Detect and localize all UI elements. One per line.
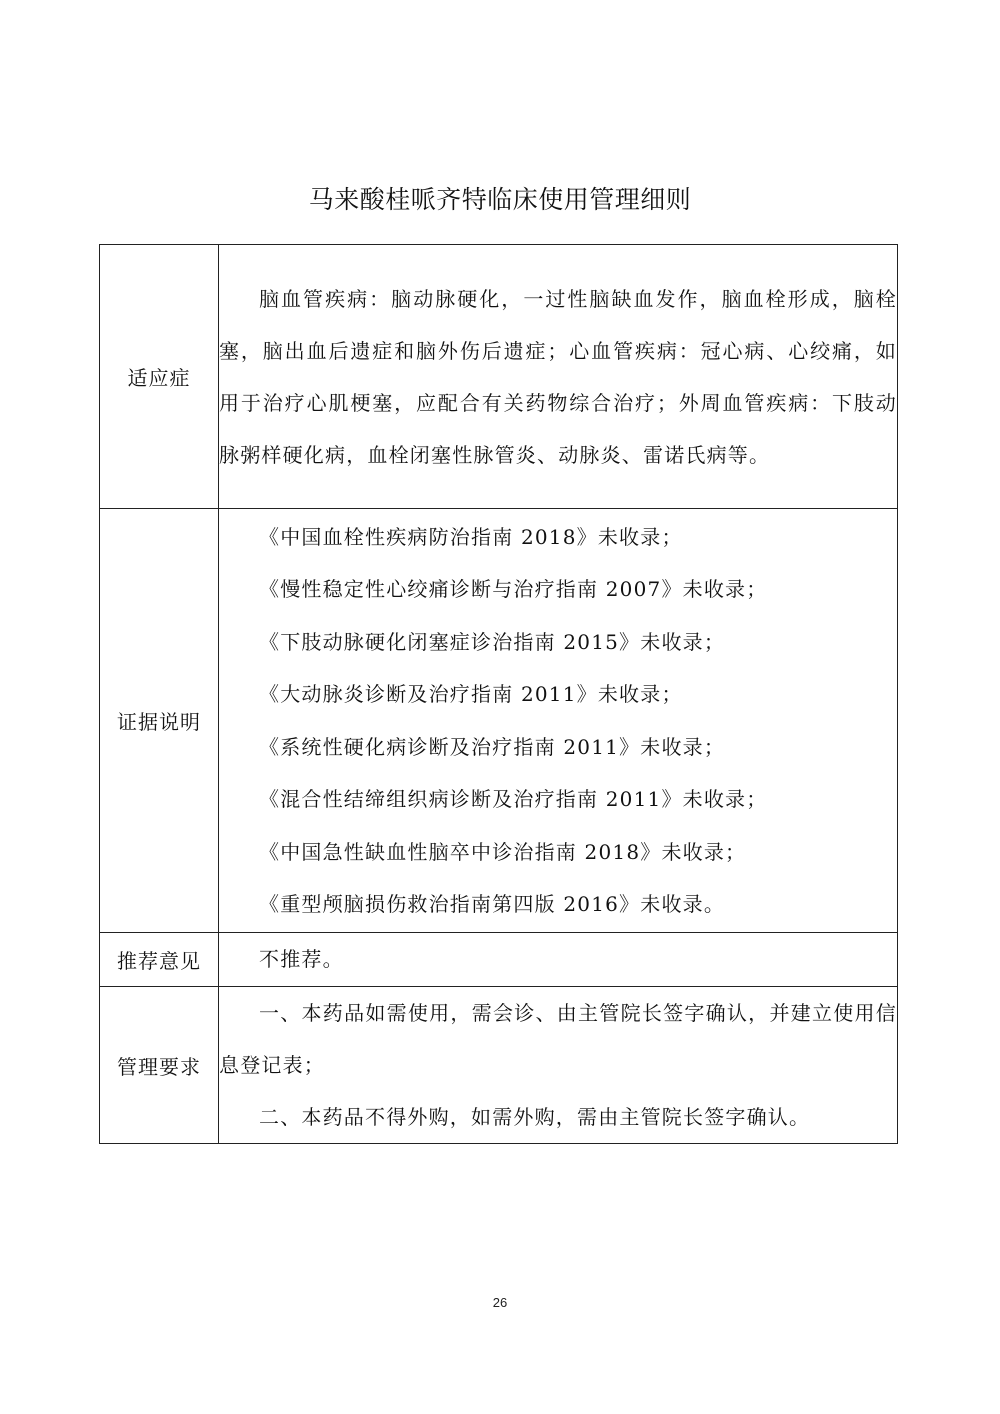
table-row-recommendation (100, 933, 898, 987)
evidence-item: 《慢性稳定性心绞痛诊断与治疗指南 2007》未收录； (259, 577, 768, 601)
management-item: 二、本药品不得外购，如需外购，需由主管院长签字确认。 (259, 1105, 811, 1129)
table-row-indications (100, 245, 898, 509)
row-label-indications: 适应症 (100, 245, 219, 509)
page-title: 马来酸桂哌齐特临床使用管理细则 (308, 185, 692, 214)
evidence-item: 《重型颅脑损伤救治指南第四版 2016》未收录。 (259, 892, 726, 916)
table-row-management (100, 987, 898, 1144)
row-content-management (219, 987, 898, 1144)
evidence-item: 《中国血栓性疾病防治指南 2018》未收录； (259, 524, 683, 549)
evidence-item: 《混合性结缔组织病诊断及治疗指南 2011》未收录； (259, 787, 768, 811)
recommendation-text: 不推荐。 (259, 947, 344, 972)
row-label-recommendation: 推荐意见 (100, 933, 219, 987)
management-item: 一、本药品如需使用，需会诊、由主管院长签字确认，并建立使用信息登记表； (219, 1001, 897, 1077)
row-label-evidence: 证据说明 (100, 509, 219, 933)
evidence-item: 《系统性硬化病诊断及治疗指南 2011》未收录； (259, 734, 726, 759)
row-content-recommendation (219, 933, 898, 987)
row-label-management: 管理要求 (100, 987, 219, 1144)
indications-text: 脑血管疾病：脑动脉硬化，一过性脑缺血发作，脑血栓形成，脑栓塞，脑出血后遗症和脑外伤后遗症；心血管疾病：冠心病、心绞痛，如用于治疗心肌梗塞，应配合有关药物综合治疗；外周血管疾病：下肢动脉粥样硬化病，血栓闭塞性脉管炎、动脉炎、雷诺氏病等。 (219, 286, 897, 467)
regulation-table (99, 244, 898, 1144)
row-content-evidence (219, 509, 898, 933)
table-row-evidence (100, 509, 898, 933)
row-content-indications (219, 245, 898, 509)
page-number: 26 (492, 1295, 508, 1310)
evidence-item: 《大动脉炎诊断及治疗指南 2011》未收录； (259, 682, 683, 706)
evidence-item: 《下肢动脉硬化闭塞症诊治指南 2015》未收录； (259, 629, 726, 654)
evidence-item: 《中国急性缺血性脑卒中诊治指南 2018》未收录； (259, 839, 747, 864)
